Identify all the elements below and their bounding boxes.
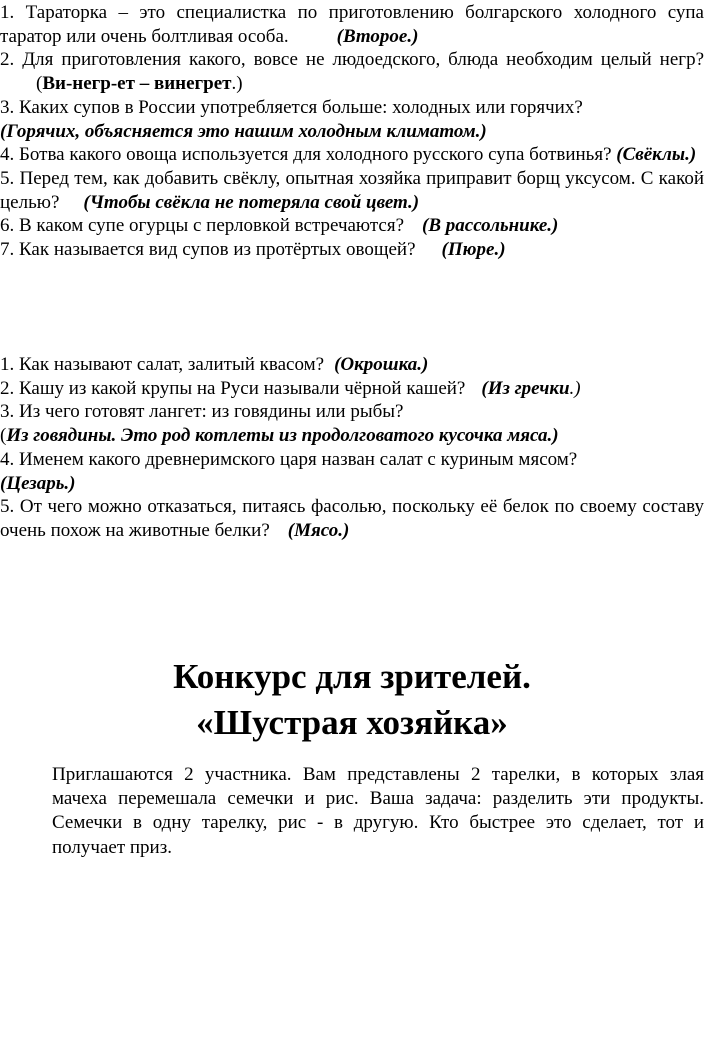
answer-2: Ви-негр-ет – винегрет bbox=[42, 73, 232, 95]
question-4: 4. Именем какого древнеримского царя назван салат с куриным мясом? (Цезарь.) bbox=[0, 448, 578, 494]
answer-6: (В рассольнике.) bbox=[422, 215, 559, 237]
contest-title bbox=[0, 654, 704, 746]
contest-title-line1: Конкурс для зрителей. bbox=[173, 657, 531, 696]
answer-3: Из говядины. Это род котлеты из продолговатого кусочка мяса.) bbox=[6, 425, 559, 447]
question-4: 4. Ботва какого овоща используется для холодного русского супа ботвинья? (Свёклы.) bbox=[0, 144, 697, 166]
answer-2: (Из гречки bbox=[481, 377, 570, 399]
question-6: 6. В каком супе огурцы с перловкой встречаются? (В рассольнике.) bbox=[0, 215, 559, 237]
question-3: 3. Каких супов в России употребляется больше: холодных или горячих? (Горячих, объясняется это нашим холодным климатом.) bbox=[0, 96, 583, 142]
question-5: 5. От чего можно отказаться, питаясь фасолью, поскольку её белок по своему составу очень похож на животные белки? (Мясо.) bbox=[0, 496, 704, 541]
question-3: 3. Из чего готовят лангет: из говядины или рыбы? (Из говядины. Это род котлеты из продолговатого кусочка мяса.) bbox=[0, 401, 559, 447]
question-5: 5. Перед тем, как добавить свёклу, опытная хозяйка приправит борщ уксусом. С какой целью? (Чтобы свёкла не потеряла свой цвет.) bbox=[0, 167, 704, 213]
contest-description: Приглашаются 2 участника. Вам представлены 2 тарелки, в которых злая мачеха перемешала семечки и рис. Ваша задача: разделить эти продукты. Семечки в одну тарелку, рис - в другую. Кто быстрее это сделает, тот и получает приз. bbox=[52, 764, 704, 858]
contest-title-line2: «Шустрая хозяйка» bbox=[196, 703, 508, 742]
question-2: 2. Для приготовления какого, вовсе не людоедского, блюда необходим целый негр?(Ви-негр-ет – винегрет.) bbox=[0, 49, 704, 95]
question-1: 1. Как называют салат, залитый квасом? (Окрошка.) bbox=[0, 354, 429, 375]
question-1: 1. Тараторка – это специалистка по приготовлению болгарского холодного супа таратор или очень болтливая особа. (Второе.) bbox=[0, 2, 704, 47]
answer-7: (Пюре.) bbox=[441, 239, 506, 261]
answer-5: (Мясо.) bbox=[287, 519, 350, 541]
answer-3: (Горячих, объясняется это нашим холодным климатом.) bbox=[0, 120, 487, 142]
quiz-block-soups bbox=[0, 1, 704, 262]
answer-4: (Цезарь.) bbox=[0, 472, 76, 494]
answer-4: (Свёклы.) bbox=[616, 144, 697, 166]
quiz-block-dishes bbox=[0, 353, 704, 543]
question-2: 2. Кашу из какой крупы на Руси называли чёрной кашей? (Из гречки.) bbox=[0, 377, 581, 399]
answer-1: (Окрошка.) bbox=[334, 354, 429, 375]
answer-5: (Чтобы свёкла не потеряла свой цвет.) bbox=[83, 191, 420, 213]
answer-1: (Второе.) bbox=[336, 25, 419, 47]
question-7: 7. Как называется вид супов из протёртых овощей? (Пюре.) bbox=[0, 239, 506, 261]
